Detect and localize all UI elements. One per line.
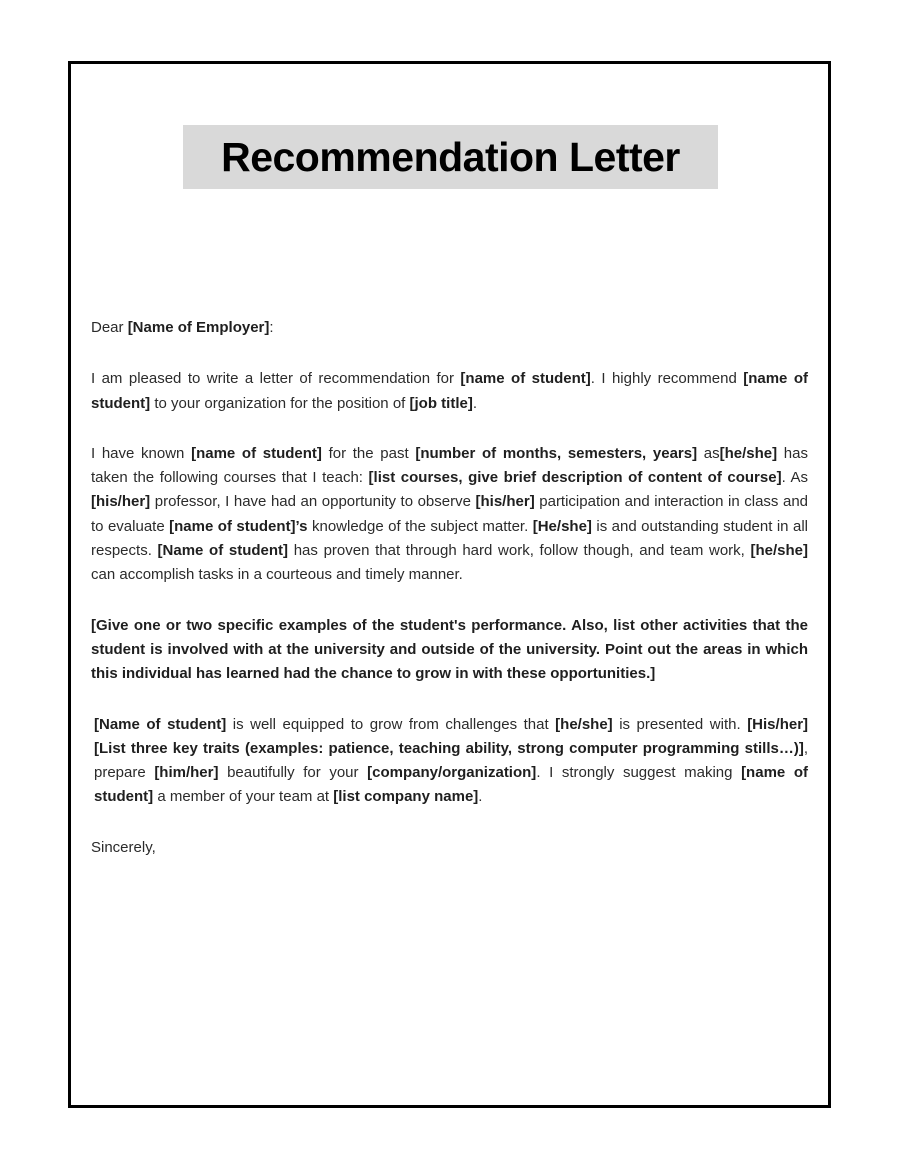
placeholder: [his/her]	[475, 493, 535, 511]
placeholder: [his/her]	[91, 493, 151, 511]
placeholder: [number of months, semesters, years]	[415, 444, 698, 462]
text-run: for the past	[321, 444, 416, 462]
text-run: to your organization for the position of	[150, 394, 410, 412]
placeholder: [list company name]	[333, 788, 479, 806]
paragraph-background	[91, 442, 808, 588]
text-run: knowledge of the subject matter.	[307, 517, 533, 535]
salutation	[91, 316, 808, 340]
text-run: as	[697, 444, 720, 462]
text-run: is presented with.	[612, 715, 748, 733]
placeholder: [He/she]	[532, 517, 592, 535]
letter-body	[91, 316, 808, 860]
title-highlight	[183, 125, 718, 189]
text-run: I am pleased to write a letter of recommendation for	[91, 370, 461, 388]
placeholder: [company/organization]	[367, 764, 537, 782]
salutation-prefix: Dear	[91, 319, 128, 336]
placeholder: [list courses, give brief description of content of course]	[368, 469, 782, 487]
placeholder: [Give one or two specific examples of the student's performance. Also, list other activities that the student is involved with at the university and outside of the university. Point out the areas in which this individual has learned had the chance to grow in with these opportunities.]	[91, 616, 808, 683]
text-run: is well equipped to grow from challenges that	[226, 715, 556, 733]
text-run: , prepare	[94, 739, 808, 782]
placeholder: [name of student]’s	[169, 517, 308, 535]
text-run: a member of your team at	[153, 788, 334, 806]
text-run: .	[472, 394, 477, 412]
paragraph-examples-instructions	[91, 614, 808, 687]
paragraph-intro	[91, 367, 808, 416]
placeholder: [he/she]	[719, 444, 778, 462]
text-run: can accomplish tasks in a courteous and timely manner.	[91, 566, 463, 584]
placeholder: [List three key traits (examples: patience, teaching ability, strong computer programming stills…)]	[94, 739, 804, 757]
text-run: professor, I have had an opportunity to observe	[150, 493, 476, 511]
placeholder: [he/she]	[555, 715, 613, 733]
text-run: is and outstanding student in all respects.	[91, 517, 808, 560]
placeholder: [Name of student]	[94, 715, 227, 733]
text-run: I have known	[91, 444, 192, 462]
text-run: beautifully for your	[218, 764, 368, 782]
placeholder: [His/her]	[747, 715, 809, 733]
letter-page	[68, 61, 831, 1108]
text-run: . As	[781, 469, 809, 487]
placeholder: [he/she]	[750, 542, 809, 560]
page-title: Recommendation Letter	[221, 133, 680, 180]
text-run: has taken the following courses that I teach:	[91, 444, 808, 487]
text-run: has proven that through hard work, follow though, and team work,	[288, 542, 751, 560]
placeholder: [Name of student]	[157, 542, 289, 560]
placeholder: [name of student]	[460, 370, 591, 388]
text-run: participation and interaction in class and to evaluate	[91, 493, 808, 535]
employer-placeholder: [Name of Employer]	[127, 319, 270, 336]
placeholder: [him/her]	[154, 764, 219, 782]
text-run: . I highly recommend	[590, 370, 744, 388]
text-run: . I strongly suggest making	[536, 764, 742, 782]
placeholder: [name of student]	[91, 370, 808, 412]
placeholder: [job title]	[409, 394, 473, 412]
closing: Sincerely,	[91, 838, 156, 856]
salutation-suffix: :	[269, 319, 274, 336]
paragraph-traits	[91, 713, 808, 810]
text-run: .	[478, 788, 483, 806]
placeholder: [name of student]	[94, 764, 808, 806]
placeholder: [name of student]	[191, 444, 322, 462]
